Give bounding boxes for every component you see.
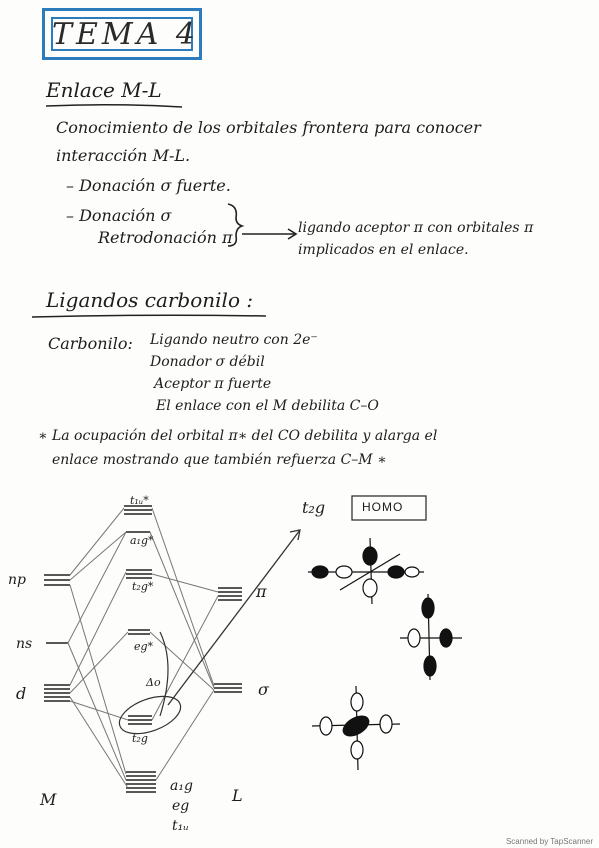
mo-label-t2g-star: t₂g* [132, 580, 154, 593]
bullet-item: – Donación σ fuerte. [66, 176, 231, 195]
bullet-item: Retrodonación π [98, 228, 233, 247]
np-levels [44, 575, 70, 585]
mo-label-t2g: t₂g [132, 732, 148, 745]
t2g-star-levels [126, 570, 152, 578]
mo-label-t1u-star: t₁ᵤ* [130, 494, 149, 507]
mo-label-delta-o: Δo [146, 676, 161, 689]
label-sigma: σ [258, 680, 269, 699]
t1u-star-levels [124, 506, 152, 514]
mo-label-a1g: a₁g [170, 778, 193, 794]
property-item: Aceptor π fuerte [154, 376, 272, 392]
arrow-text: ligando aceptor π con orbitales π [298, 220, 534, 236]
property-item: Donador σ débil [150, 354, 265, 370]
heading-underline [30, 312, 270, 320]
brace-arrow [224, 200, 304, 250]
label-t2g-homo: t₂g [302, 498, 326, 517]
note-line: ∗ La ocupación del orbital π∗ del CO debilita y alarga el [38, 428, 438, 444]
mo-label-a1g-star: a₁g* [130, 534, 154, 547]
arrow-text: implicados en el enlace. [298, 242, 469, 258]
section-heading-enlace: Enlace M-L [46, 78, 162, 102]
text-line: Conocimiento de los orbitales frontera para conocer [56, 118, 481, 137]
text-line: interacción M-L. [56, 146, 191, 165]
label-pi: π [256, 582, 267, 601]
sigma-levels [214, 684, 242, 692]
mo-label-eg: eg [172, 798, 190, 814]
mo-diagram [0, 480, 599, 830]
label-ns: ns [16, 636, 33, 652]
orbital-sketch-3 [312, 686, 400, 770]
t2g-levels [128, 716, 152, 724]
label-np: np [8, 572, 26, 588]
orbital-sketch-2 [400, 594, 462, 680]
carbonilo-label: Carbonilo: [48, 334, 133, 353]
pi-levels [218, 588, 242, 600]
mo-label-eg-star: eg* [134, 640, 154, 653]
d-levels [44, 685, 70, 701]
note-line: enlace mostrando que también refuerza C–M ∗ [52, 452, 387, 468]
scanner-footer: Scanned by TapScanner [505, 837, 593, 846]
bullet-item: – Donación σ [66, 206, 172, 225]
orbital-sketch-1 [308, 538, 424, 604]
section-heading-carbonilo: Ligandos carbonilo : [46, 288, 254, 312]
eg-star-levels [128, 630, 150, 634]
property-item: El enlace con el M debilita C–O [156, 398, 379, 414]
label-d: d [16, 684, 27, 703]
property-item: Ligando neutro con 2e⁻ [150, 332, 318, 348]
homo-label: HOMO [362, 500, 404, 514]
heading-underline [44, 102, 184, 110]
mo-label-t1u: t₁ᵤ [172, 818, 189, 834]
bonding-levels [126, 772, 156, 792]
label-M: M [40, 790, 57, 809]
page-title: TEMA 4 [52, 17, 199, 52]
label-L: L [232, 786, 243, 805]
